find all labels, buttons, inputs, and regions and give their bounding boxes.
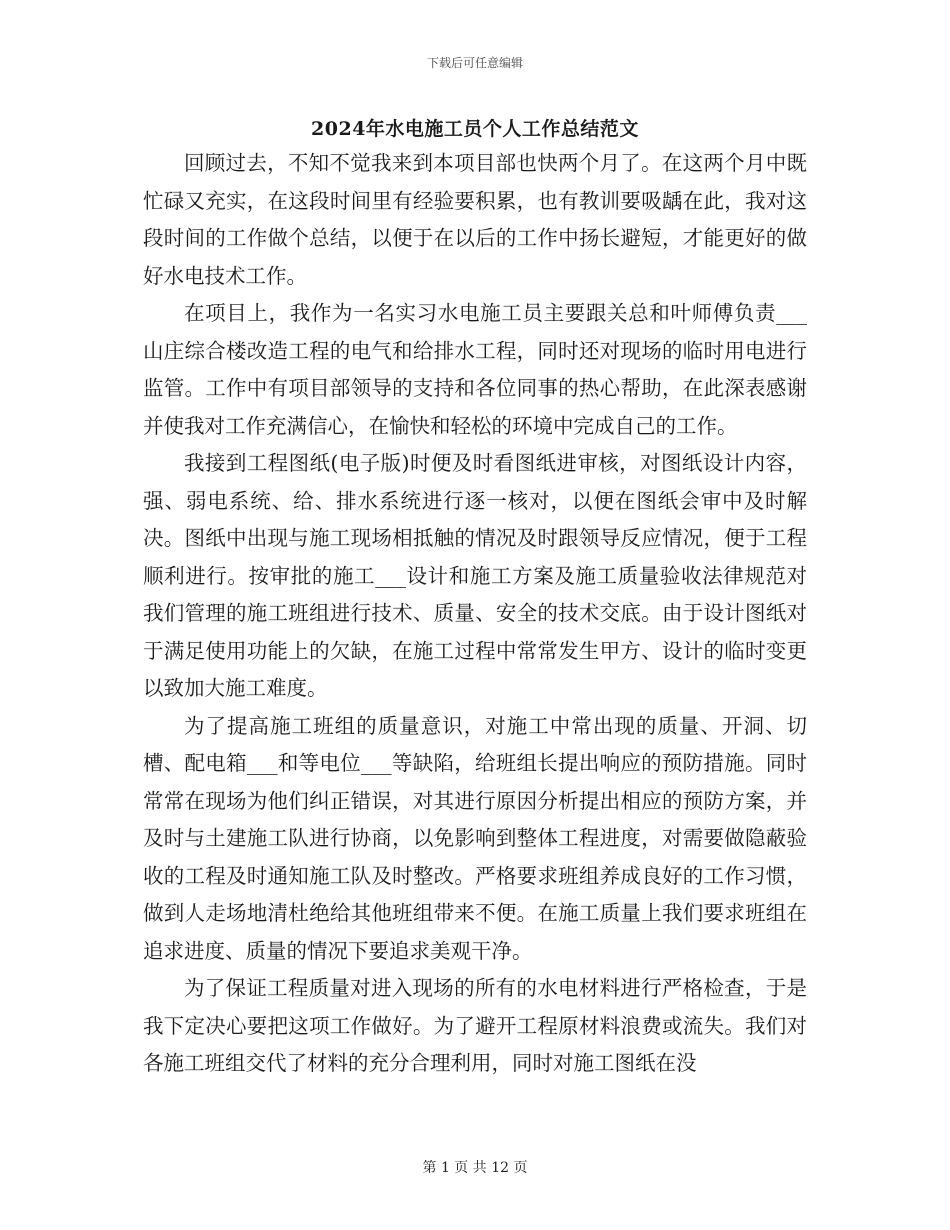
paragraph: 为了提高施工班组的质量意识，对施工中常出现的质量、开洞、切槽、配电箱___和等电位___等缺陷，给班组长提出响应的预防措施。同时常常在现场为他们纠正错误，对其进行原因分析提出相应的预防方案，并及时与土建施工队进行协商，以免影响到整体工程进度，对需要做隐蔽验收的工程及时通知施工队及时整改。严格要求班组养成良好的工作习惯，做到人走场地清杜绝给其他班组带来不便。在施工质量上我们要求班组在追求进度、质量的情况下要追求美观干净。 — [143, 713, 807, 963]
document-title: 2024年水电施工员个人工作总结范文 — [311, 118, 639, 140]
page-header-note: 下载后可任意编辑 — [426, 56, 523, 70]
paragraph: 回顾过去，不知不觉我来到本项目部也快两个月了。在这两个月中既忙碌又充实，在这段时间里有经验要积累，也有教训要吸龋在此，我对这段时间的工作做个总结，以便于在以后的工作中扬长避短，才能更好的做好水电技术工作。 — [143, 151, 807, 288]
page-number-footer: 第 1 页 共 12 页 — [422, 1160, 528, 1176]
paragraph: 为了保证工程质量对进入现场的所有的水电材料进行严格检查，于是我下定决心要把这项工作做好。为了避开工程原材料浪费或流失。我们对各施工班组交代了材料的充分合理利用，同时对施工图纸在没 — [143, 976, 807, 1075]
paragraph: 我接到工程图纸(电子版)时便及时看图纸进审核，对图纸设计内容，强、弱电系统、给、排水系统进行逐一核对，以便在图纸会审中及时解决。图纸中出现与施工现场相抵触的情况及时跟领导反应情况，便于工程顺利进行。按审批的施工___设计和施工方案及施工质量验收法律规范对我们管理的施工班组进行技术、质量、安全的技术交底。由于设计图纸对于满足使用功能上的欠缺，在施工过程中常常发生甲方、设计的临时变更以致加大施工难度。 — [143, 451, 807, 700]
document-body — [143, 145, 807, 1165]
paragraph: 在项目上，我作为一名实习水电施工员主要跟关总和叶师傅负责___山庄综合楼改造工程的电气和给排水工程，同时还对现场的临时用电进行监管。工作中有项目部领导的支持和各位同事的热心帮助，在此深表感谢并使我对工作充满信心，在愉快和轻松的环境中完成自己的工作。 — [143, 301, 807, 438]
